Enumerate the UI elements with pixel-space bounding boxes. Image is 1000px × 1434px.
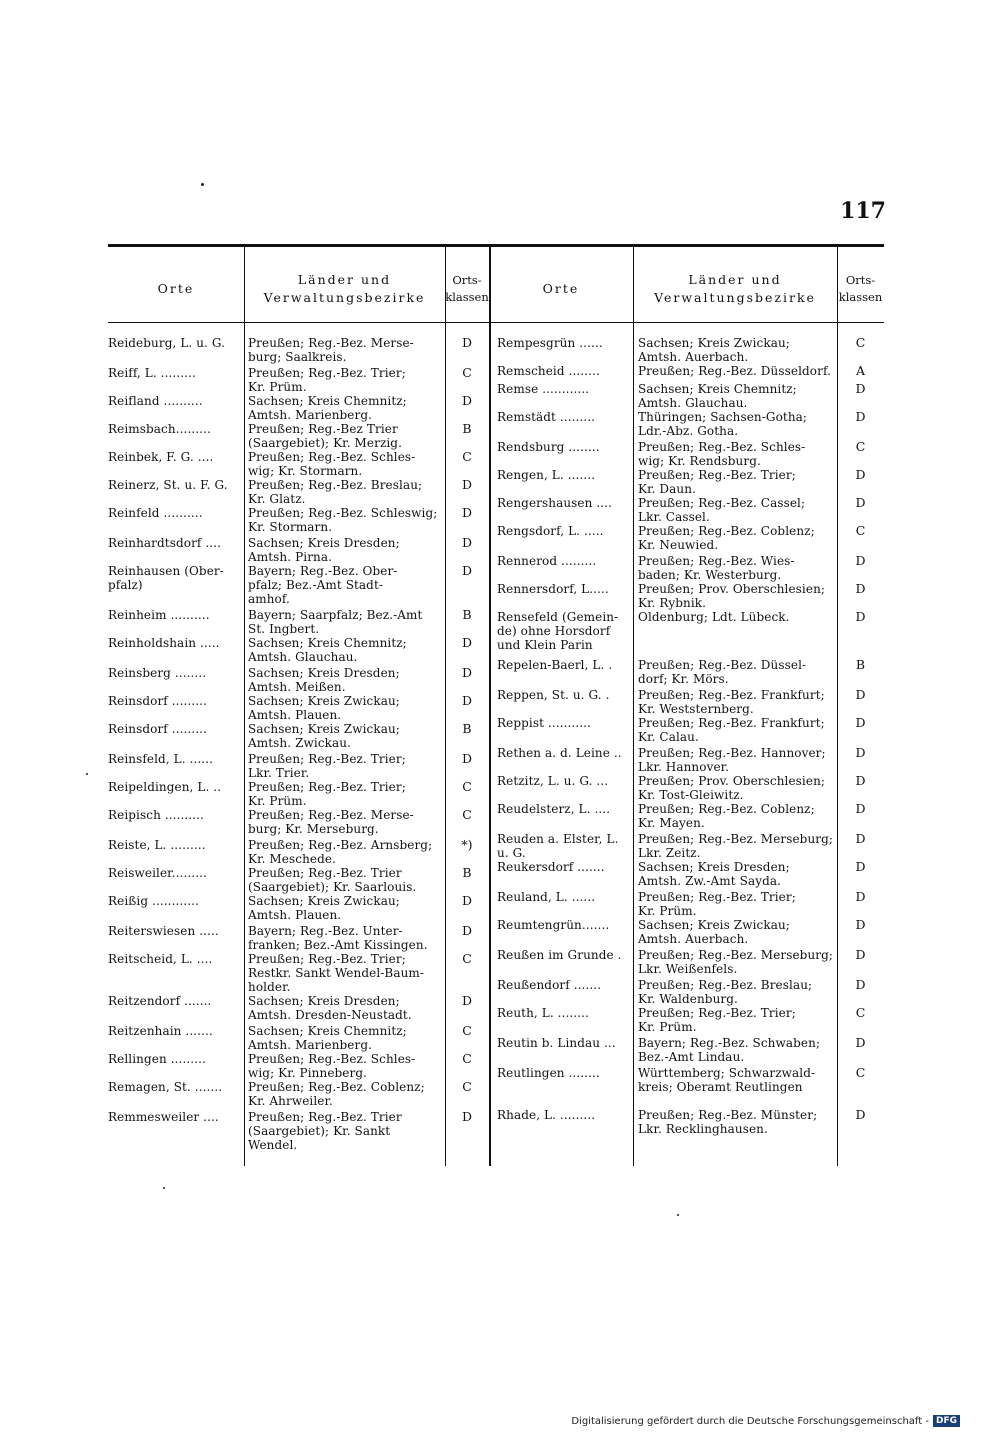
place-class: D: [855, 917, 866, 932]
place-name: Reuth, L. ........: [497, 1006, 589, 1020]
administrative-district: Preußen; Reg.-Bez. Trier (Saargebiet); Kr. Saarlouis.: [248, 866, 417, 894]
administrative-district: Preußen; Reg.-Bez. Trier; Kr. Prüm.: [248, 780, 406, 808]
place-class: D: [855, 715, 866, 730]
place-class: D: [855, 467, 866, 482]
place-class: C: [462, 807, 472, 822]
place-class: D: [461, 635, 473, 650]
place-class: D: [461, 751, 473, 766]
place-name: Rennersdorf, L.....: [497, 582, 609, 596]
administrative-district: Preußen; Reg.-Bez. Düssel- dorf; Kr. Mörs.: [638, 658, 807, 686]
place-name: Rethen a. d. Leine ..: [497, 746, 622, 760]
place-class: D: [855, 609, 866, 624]
administrative-district: Sachsen; Kreis Dresden; Amtsh. Zw.-Amt Sayda.: [638, 860, 790, 888]
column-divider: [489, 244, 491, 1166]
place-name: Remstädt .........: [497, 410, 596, 424]
administrative-district: Sachsen; Kreis Dresden; Amtsh. Dresden-Neustadt.: [248, 994, 412, 1022]
place-name: Reudelsterz, L. ....: [497, 802, 611, 816]
place-name: Reuland, L. ......: [497, 890, 596, 904]
place-class: C: [462, 779, 472, 794]
place-class: D: [855, 581, 866, 596]
place-class: D: [855, 889, 866, 904]
administrative-district: Bayern; Reg.-Bez. Ober- pfalz; Bez.-Amt Stadt- amhof.: [248, 564, 398, 606]
place-name: Reimsbach.........: [108, 422, 211, 436]
place-name: Rennerod .........: [497, 554, 597, 568]
place-class: D: [461, 665, 473, 680]
place-name: Reumtengrün.......: [497, 918, 610, 932]
footer: [571, 1415, 960, 1427]
administrative-district: Preußen; Reg.-Bez. Cassel; Lkr. Cassel.: [638, 496, 806, 524]
administrative-district: Preußen; Reg.-Bez. Trier; Kr. Prüm.: [248, 366, 406, 394]
administrative-district: Preußen; Prov. Oberschlesien; Kr. Rybnik.: [638, 582, 826, 610]
administrative-district: Preußen; Reg.-Bez. Düsseldorf.: [638, 364, 831, 378]
place-name: Rengsdorf, L. .....: [497, 524, 604, 538]
administrative-district: Sachsen; Kreis Dresden; Amtsh. Meißen.: [248, 666, 400, 694]
page-number: 117: [840, 198, 886, 224]
administrative-district: Preußen; Reg.-Bez. Trier; Kr. Prüm.: [638, 1006, 796, 1034]
place-name: Remagen, St. .......: [108, 1080, 223, 1094]
place-name: Reinsberg ........: [108, 666, 207, 680]
administrative-district: Preußen; Reg.-Bez. Münster; Lkr. Recklinghausen.: [638, 1108, 818, 1136]
place-name: Reinholdshain .....: [108, 636, 220, 650]
administrative-district: Preußen; Reg.-Bez. Schleswig; Kr. Stormarn.: [248, 506, 438, 534]
place-class: C: [462, 1051, 472, 1066]
place-class: D: [855, 495, 866, 510]
place-name: Reipisch ..........: [108, 808, 204, 822]
place-class: C: [855, 1065, 866, 1080]
administrative-district: Sachsen; Kreis Zwickau; Amtsh. Auerbach.: [638, 918, 790, 946]
place-name: Reitzenhain .......: [108, 1024, 213, 1038]
place-name: Reutlingen ........: [497, 1066, 600, 1080]
administrative-district: Sachsen; Kreis Chemnitz; Amtsh. Marienberg.: [248, 394, 407, 422]
place-name: Reipeldingen, L. ..: [108, 780, 222, 794]
place-name: Reitscheid, L. ....: [108, 952, 213, 966]
place-class: C: [462, 365, 472, 380]
place-name: Rhade, L. .........: [497, 1108, 596, 1122]
place-class: D: [855, 859, 866, 874]
place-name: Remmesweiler ....: [108, 1110, 219, 1124]
place-class: B: [462, 721, 472, 736]
administrative-district: Sachsen; Kreis Zwickau; Amtsh. Auerbach.: [638, 336, 790, 364]
place-name: Reiste, L. .........: [108, 838, 206, 852]
administrative-district: Preußen; Reg.-Bez. Breslau; Kr. Waldenburg.: [638, 978, 813, 1006]
place-name: Reinfeld ..........: [108, 506, 203, 520]
place-class: D: [461, 477, 473, 492]
administrative-district: Sachsen; Kreis Chemnitz; Amtsh. Glauchau.: [248, 636, 407, 664]
place-class: D: [855, 773, 866, 788]
place-class: A: [855, 363, 866, 378]
place-name: Reinhardtsdorf ....: [108, 536, 222, 550]
place-name: Reinbek, F. G. ....: [108, 450, 214, 464]
place-name: Reisweiler.........: [108, 866, 207, 880]
administrative-district: Bayern; Reg.-Bez. Schwaben; Bez.-Amt Lindau.: [638, 1036, 821, 1064]
administrative-district: Preußen; Reg.-Bez. Coblenz; Kr. Ahrweiler.: [248, 1080, 425, 1108]
place-class: *): [461, 837, 473, 852]
place-name: Reppist ...........: [497, 716, 591, 730]
header-klassen-right: Orts- klassen: [838, 273, 883, 304]
place-name: Reppen, St. u. G. .: [497, 688, 610, 702]
place-class: D: [855, 553, 866, 568]
administrative-district: Sachsen; Kreis Dresden; Amtsh. Pirna.: [248, 536, 400, 564]
place-class: D: [461, 1109, 473, 1124]
place-class: B: [462, 421, 472, 436]
place-class: D: [461, 993, 473, 1008]
place-name: Retzitz, L. u. G. ...: [497, 774, 609, 788]
place-name: Reuden a. Elster, L. u. G.: [497, 832, 619, 860]
administrative-district: Preußen; Reg.-Bez. Trier; Kr. Daun.: [638, 468, 796, 496]
administrative-district: Preußen; Prov. Oberschlesien; Kr. Tost-Gleiwitz.: [638, 774, 826, 802]
place-name: Reutin b. Lindau ...: [497, 1036, 616, 1050]
place-name: Rengershausen ....: [497, 496, 613, 510]
administrative-district: Preußen; Reg.-Bez Trier (Saargebiet); Kr. Merzig.: [248, 422, 403, 450]
administrative-district: Preußen; Reg.-Bez. Schles- wig; Kr. Rendsburg.: [638, 440, 806, 468]
header-orte-left: Orte: [157, 281, 195, 296]
place-class: D: [461, 393, 473, 408]
administrative-district: Preußen; Reg.-Bez. Trier (Saargebiet); Kr. Sankt Wendel.: [248, 1110, 402, 1152]
place-class: C: [855, 335, 866, 350]
print-speck: [163, 1187, 165, 1189]
place-class: C: [462, 449, 472, 464]
place-class: D: [461, 923, 473, 938]
place-name: Reinsdorf .........: [108, 722, 207, 736]
place-class: D: [461, 505, 473, 520]
administrative-district: Preußen; Reg.-Bez. Coblenz; Kr. Neuwied.: [638, 524, 815, 552]
place-class: D: [461, 535, 473, 550]
header-rule: [108, 322, 884, 323]
print-speck: [86, 773, 88, 775]
administrative-district: Preußen; Reg.-Bez. Trier; Lkr. Trier.: [248, 752, 406, 780]
place-class: D: [855, 1107, 866, 1122]
place-class: D: [855, 409, 866, 424]
administrative-district: Preußen; Reg.-Bez. Merseburg; Lkr. Zeitz.: [638, 832, 834, 860]
place-name: Reinerz, St. u. F. G.: [108, 478, 228, 492]
place-class: D: [855, 801, 866, 816]
administrative-district: Preußen; Reg.-Bez. Breslau; Kr. Glatz.: [248, 478, 423, 506]
place-class: C: [855, 523, 866, 538]
place-name: Reußendorf .......: [497, 978, 602, 992]
column-divider: [633, 244, 634, 1166]
place-class: B: [462, 865, 472, 880]
place-class: D: [461, 563, 473, 578]
place-class: D: [461, 893, 473, 908]
place-name: Reinheim ..........: [108, 608, 210, 622]
administrative-district: Preußen; Reg.-Bez. Trier; Kr. Prüm.: [638, 890, 796, 918]
place-name: Reiterswiesen .....: [108, 924, 219, 938]
place-class: C: [462, 1079, 472, 1094]
place-name: Reiff, L. .........: [108, 366, 196, 380]
place-name: Reukersdorf .......: [497, 860, 605, 874]
header-klassen-left: Orts- klassen: [445, 273, 489, 304]
administrative-district: Preußen; Reg.-Bez. Merse- burg; Saalkreis.: [248, 336, 414, 364]
administrative-district: Preußen; Reg.-Bez. Merse- burg; Kr. Merseburg.: [248, 808, 414, 836]
header-laender-left: Länder und Verwaltungsbezirke: [263, 272, 426, 305]
place-class: D: [855, 947, 866, 962]
administrative-district: Preußen; Reg.-Bez. Hannover; Lkr. Hannover.: [638, 746, 826, 774]
administrative-district: Preußen; Reg.-Bez. Frankfurt; Kr. Weststernberg.: [638, 688, 825, 716]
place-class: D: [855, 1035, 866, 1050]
administrative-district: Sachsen; Kreis Chemnitz; Amtsh. Glauchau.: [638, 382, 797, 410]
administrative-district: Preußen; Reg.-Bez. Schles- wig; Kr. Stormarn.: [248, 450, 416, 478]
place-name: Rellingen .........: [108, 1052, 206, 1066]
table-top-rule: [108, 244, 884, 247]
column-divider: [244, 244, 245, 1166]
place-name: Reinsfeld, L. ......: [108, 752, 214, 766]
footer-text: Digitalisierung gefördert durch die Deutsche Forschungsgemeinschaft -: [571, 1415, 929, 1427]
place-name: Rensefeld (Gemein- de) ohne Horsdorf und Klein Parin: [497, 610, 619, 652]
place-class: D: [855, 831, 866, 846]
place-class: D: [855, 381, 866, 396]
place-name: Reußen im Grunde .: [497, 948, 622, 962]
administrative-district: Bayern; Reg.-Bez. Unter- franken; Bez.-Amt Kissingen.: [248, 924, 428, 952]
administrative-district: Sachsen; Kreis Chemnitz; Amtsh. Marienberg.: [248, 1024, 407, 1052]
place-name: Rempesgrün ......: [497, 336, 603, 350]
place-name: Reinsdorf .........: [108, 694, 207, 708]
place-class: C: [462, 1023, 472, 1038]
administrative-district: Sachsen; Kreis Zwickau; Amtsh. Plauen.: [248, 894, 400, 922]
place-name: Rengen, L. .......: [497, 468, 596, 482]
place-name: Reitzendorf .......: [108, 994, 212, 1008]
place-class: D: [461, 693, 473, 708]
administrative-district: Württemberg; Schwarzwald- kreis; Oberamt Reutlingen: [638, 1066, 816, 1094]
administrative-district: Preußen; Reg.-Bez. Trier; Restkr. Sankt Wendel-Baum- holder.: [248, 952, 425, 994]
place-class: D: [855, 977, 866, 992]
place-class: B: [462, 607, 472, 622]
dfg-logo: DFG: [933, 1415, 960, 1427]
place-class: D: [855, 687, 866, 702]
place-name: Remse ............: [497, 382, 590, 396]
place-name: Reideburg, L. u. G.: [108, 336, 226, 350]
administrative-district: Preußen; Reg.-Bez. Frankfurt; Kr. Calau.: [638, 716, 825, 744]
header-orte-right: Orte: [542, 281, 580, 296]
place-name: Remscheid ........: [497, 364, 600, 378]
administrative-district: Thüringen; Sachsen-Gotha; Ldr.-Abz. Gotha.: [638, 410, 808, 438]
place-name: Repelen-Baerl, L. .: [497, 658, 613, 672]
administrative-district: Preußen; Reg.-Bez. Wies- baden; Kr. Westerburg.: [638, 554, 795, 582]
administrative-district: Preußen; Reg.-Bez. Schles- wig; Kr. Pinneberg.: [248, 1052, 416, 1080]
place-name: Reißig ............: [108, 894, 199, 908]
place-class: B: [855, 657, 866, 672]
place-name: Reifland ..........: [108, 394, 203, 408]
place-class: C: [462, 951, 472, 966]
place-name: Rendsburg ........: [497, 440, 600, 454]
administrative-district: Preußen; Reg.-Bez. Arnsberg; Kr. Meschede.: [248, 838, 433, 866]
header-laender-right: Länder und Verwaltungsbezirke: [654, 272, 816, 305]
administrative-district: Preußen; Reg.-Bez. Merseburg; Lkr. Weißenfels.: [638, 948, 834, 976]
print-speck: [201, 183, 204, 186]
place-class: D: [461, 335, 473, 350]
place-name: Reinhausen (Ober- pfalz): [108, 564, 224, 592]
administrative-district: Bayern; Saarpfalz; Bez.-Amt St. Ingbert.: [248, 608, 423, 636]
administrative-district: Sachsen; Kreis Zwickau; Amtsh. Zwickau.: [248, 722, 400, 750]
administrative-district: Sachsen; Kreis Zwickau; Amtsh. Plauen.: [248, 694, 400, 722]
place-class: D: [855, 745, 866, 760]
place-table: [108, 244, 884, 1166]
administrative-district: Oldenburg; Ldt. Lübeck.: [638, 610, 790, 624]
place-class: C: [855, 1005, 866, 1020]
administrative-district: Preußen; Reg.-Bez. Coblenz; Kr. Mayen.: [638, 802, 815, 830]
print-speck: [677, 1214, 679, 1216]
place-class: C: [855, 439, 866, 454]
